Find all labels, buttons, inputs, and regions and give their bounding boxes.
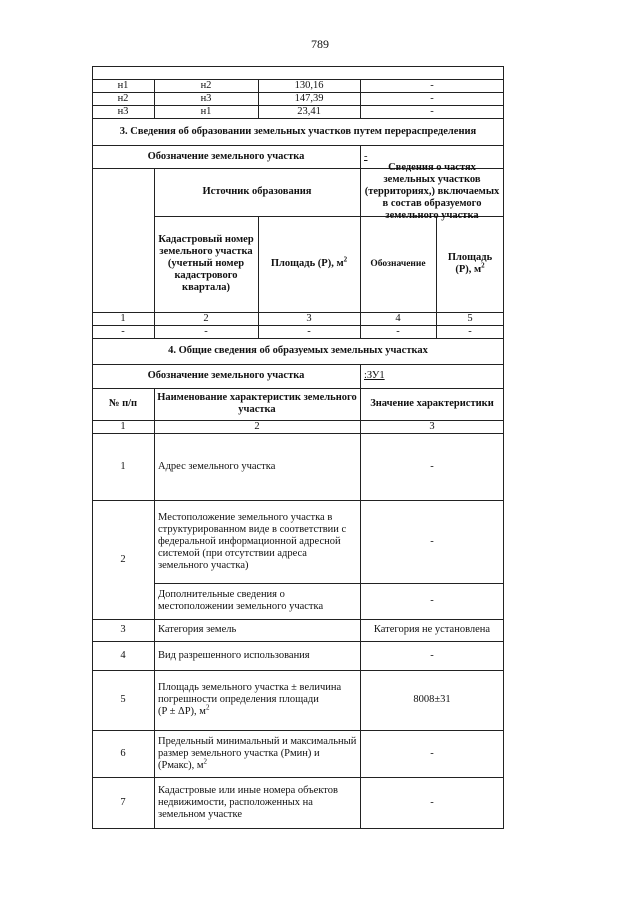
characteristic-name: Площадь земельного участка ± величина погрешности определения площади (P ± ΔP), $м^2$ [158, 682, 342, 717]
header-name: Наименование характеристик земельного участка [157, 392, 357, 415]
land-plot-table [92, 66, 504, 829]
row-number: 7 [120, 797, 126, 808]
note: - [430, 105, 434, 117]
section3-title: 3. Сведения об образовании земельных участков путем перераспределения [119, 125, 477, 137]
characteristic-name: Предельный минимальный и максимальный размер земельного участка (Pмин) и (Pмакс), $м^2$ [158, 735, 357, 771]
distance: 130,16 [294, 79, 324, 91]
col-number: 1 [120, 312, 126, 324]
point-from: н2 [117, 92, 129, 104]
characteristic-value: Категория не установлена [373, 624, 491, 635]
row-number: 3 [120, 624, 126, 635]
distance: 23,41 [297, 105, 321, 117]
row-number: 5 [120, 694, 126, 705]
point-to: н3 [200, 92, 212, 104]
characteristic-value: - [430, 595, 434, 606]
col-number: 3 [306, 312, 312, 324]
characteristic-name: Категория земель [158, 624, 237, 635]
row-number: 2 [120, 553, 126, 565]
cadastral-header: Кадастровый номер земельного участка (учетный номер кадастрового квартала) [158, 234, 254, 293]
area-header: Площадь (Р), $м^2$ [270, 255, 348, 269]
row-number: 1 [120, 460, 126, 472]
characteristic-name: Адрес земельного участка [158, 460, 276, 472]
col-number: 3 [429, 420, 435, 432]
section4-title: 4. Общие сведения об образуемых земельных участках [168, 345, 428, 356]
row-number: 4 [120, 649, 126, 661]
col-number: 2 [203, 312, 209, 324]
section3-designation-label: Обозначение земельного участка [147, 150, 305, 162]
section4-designation-value: :ЗУ1 [364, 370, 385, 381]
col-number: 5 [467, 312, 473, 324]
characteristic-name: Вид разрешенного использования [158, 649, 310, 661]
characteristic-value: - [430, 535, 434, 547]
point-from: н3 [117, 105, 129, 117]
note: - [430, 79, 434, 91]
empty-cell: - [204, 325, 208, 337]
characteristic-value: - [430, 797, 434, 808]
point-from: н1 [117, 79, 129, 91]
designation-col-header: Обозначение [370, 259, 426, 269]
distance: 147,39 [294, 92, 324, 104]
parts-header: Сведения о частях земельных участков (территориях,) включаемых в состав образуемого земельного участка [364, 162, 500, 221]
characteristic-value: 8008±31 [413, 694, 451, 705]
characteristic-name: Местоположение земельного участка в структурированном виде в соответствии с федеральной информационной адресной системой (при отсутствии адреса земельного участка) [158, 511, 347, 571]
header-value: Значение характеристики [370, 398, 494, 409]
characteristic-value: - [430, 460, 434, 472]
col-number: 4 [395, 312, 401, 324]
characteristic-name: Кадастровые или иные номера объектов недвижимости, расположенных на земельном участке [158, 785, 338, 820]
source-header: Источник образования [202, 186, 312, 197]
row-number: 6 [120, 747, 126, 759]
empty-cell: - [121, 325, 125, 337]
col-number: 2 [254, 420, 260, 432]
note: - [430, 92, 434, 104]
section3-designation-value: - [364, 150, 368, 162]
section4-designation-label: Обозначение земельного участка [147, 370, 305, 381]
page-number: 789 [311, 37, 329, 51]
characteristic-name: Дополнительные сведения о местоположении земельного участка [158, 589, 324, 612]
col-number: 1 [120, 420, 126, 432]
empty-cell: - [396, 325, 400, 337]
empty-cell: - [468, 325, 472, 337]
point-to: н1 [200, 105, 212, 117]
point-to: н2 [200, 79, 212, 91]
characteristic-value: - [430, 747, 434, 759]
empty-cell: - [307, 325, 311, 337]
header-num: № п/п [108, 398, 138, 409]
characteristic-value: - [430, 649, 434, 661]
area2-header: Площадь (Р), $м^2$ [447, 252, 493, 275]
